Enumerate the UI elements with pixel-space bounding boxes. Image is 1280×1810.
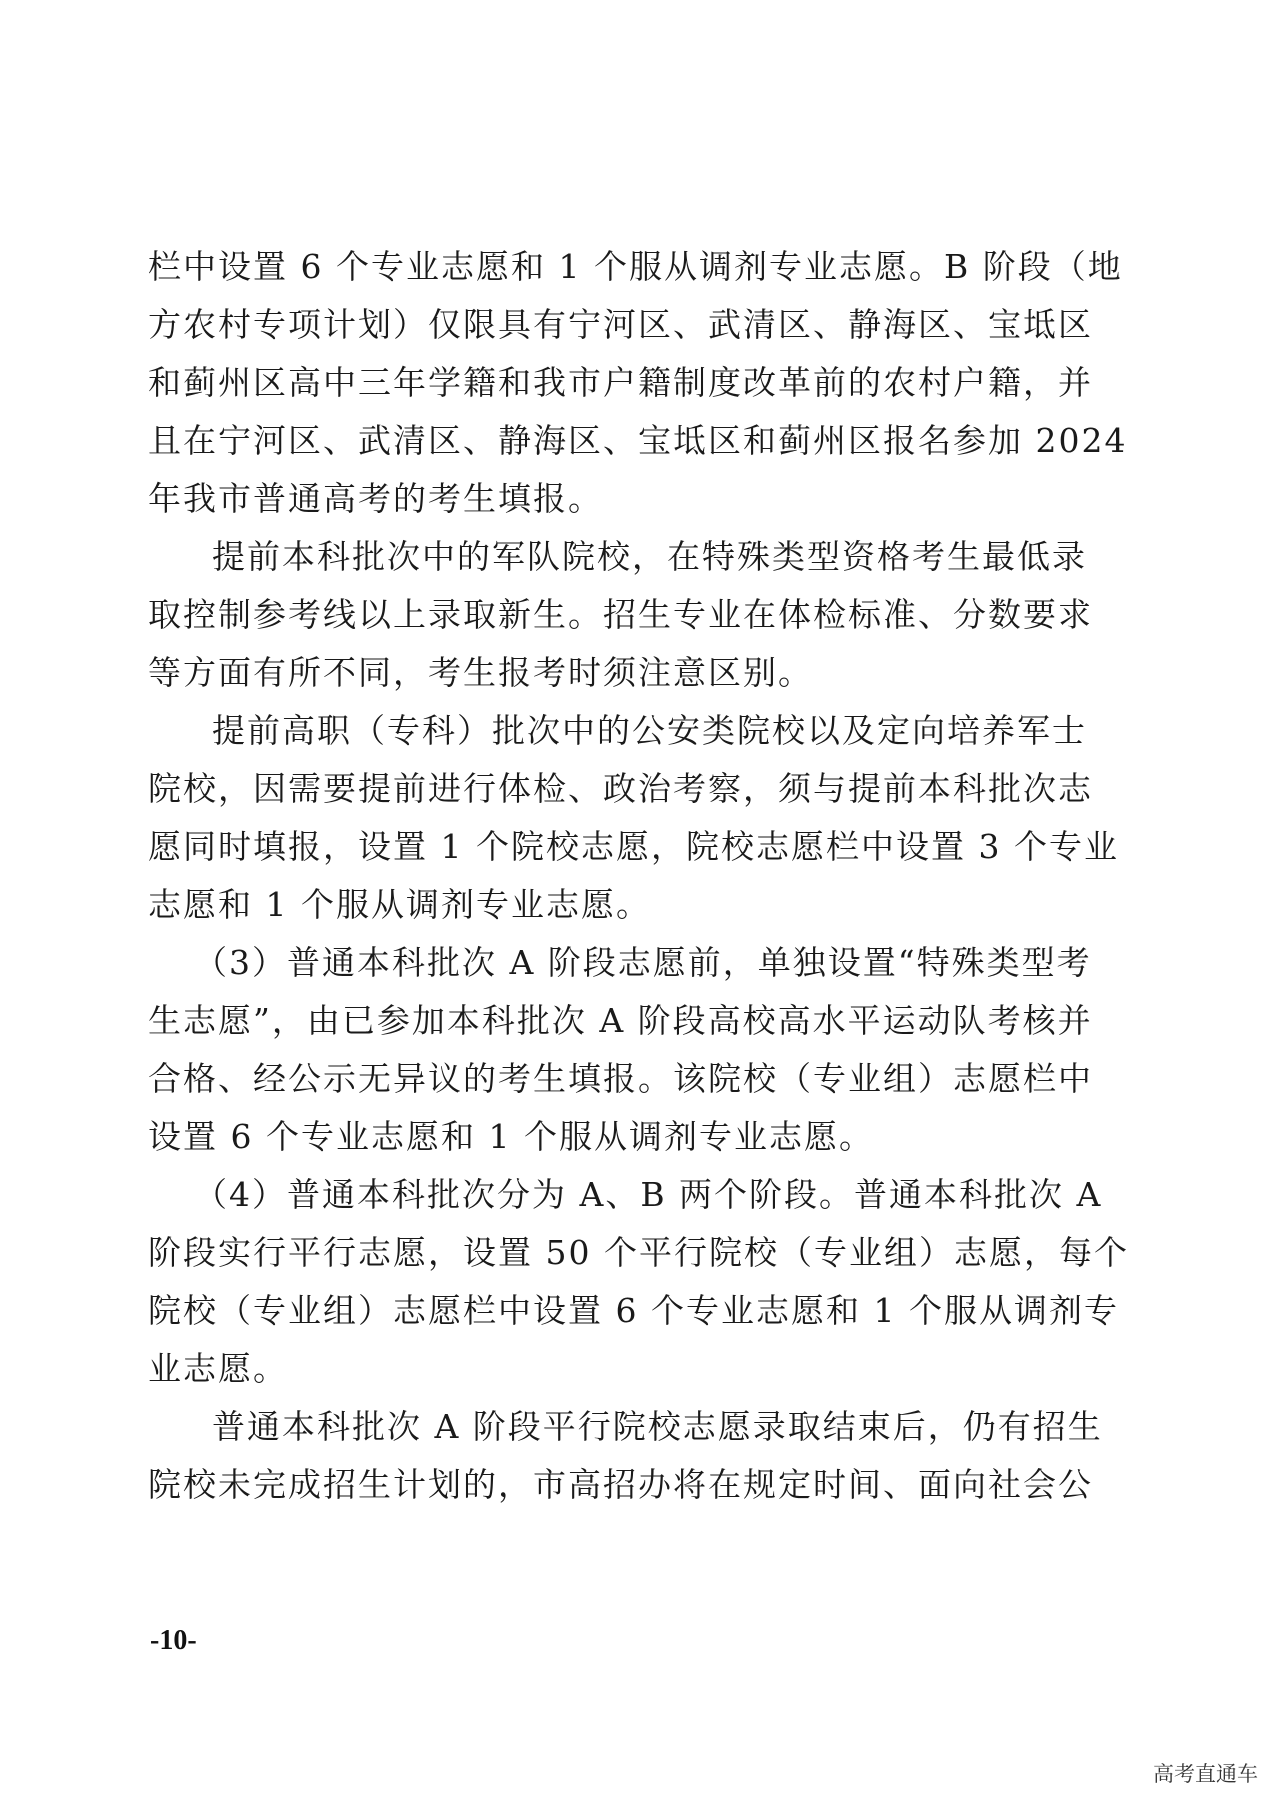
text-line: 志愿和 1 个服从调剂专业志愿。 <box>148 885 651 924</box>
paragraph-first-line: （3）普通本科批次 A 阶段志愿前，单独设置“特殊类型考 <box>194 943 1092 982</box>
text-line: 合格、经公示无异议的考生填报。该院校（专业组）志愿栏中 <box>148 1059 1093 1098</box>
text-line: 取控制参考线以上录取新生。招生专业在体检标准、分数要求 <box>148 595 1093 634</box>
text-line: 方农村专项计划）仅限具有宁河区、武清区、静海区、宝坻区 <box>148 305 1093 344</box>
paragraph-first-line: （4）普通本科批次分为 A、B 两个阶段。普通本科批次 A <box>194 1175 1103 1214</box>
paragraph-first-line: 提前高职（专科）批次中的公安类院校以及定向培养军士 <box>212 711 1087 750</box>
text-line: 生志愿”，由已参加本科批次 A 阶段高校高水平运动队考核并 <box>148 1001 1093 1040</box>
text-line: 阶段实行平行志愿，设置 50 个平行院校（专业组）志愿，每个 <box>148 1233 1129 1272</box>
text-line: 设置 6 个专业志愿和 1 个服从调剂专业志愿。 <box>148 1117 874 1156</box>
text-line: 且在宁河区、武清区、静海区、宝坻区和蓟州区报名参加 2024 <box>148 421 1128 460</box>
text-line: 业志愿。 <box>148 1349 288 1388</box>
text-line: 栏中设置 6 个专业志愿和 1 个服从调剂专业志愿。B 阶段（地 <box>148 247 1123 286</box>
text-line: 院校，因需要提前进行体检、政治考察，须与提前本科批次志 <box>148 769 1093 808</box>
text-line: 院校未完成招生计划的，市高招办将在规定时间、面向社会公 <box>148 1465 1093 1504</box>
text-line: 等方面有所不同，考生报考时须注意区别。 <box>148 653 813 692</box>
page-number: -10- <box>150 1625 197 1656</box>
text-line: 院校（专业组）志愿栏中设置 6 个专业志愿和 1 个服从调剂专 <box>148 1291 1119 1330</box>
paragraph-first-line: 提前本科批次中的军队院校，在特殊类型资格考生最低录 <box>212 537 1087 576</box>
watermark: 高考直通车 <box>1153 1762 1258 1786</box>
paragraph-first-line: 普通本科批次 A 阶段平行院校志愿录取结束后，仍有招生 <box>212 1407 1103 1446</box>
text-line: 和蓟州区高中三年学籍和我市户籍制度改革前的农村户籍，并 <box>148 363 1093 402</box>
text-line: 年我市普通高考的考生填报。 <box>148 479 603 518</box>
text-line: 愿同时填报，设置 1 个院校志愿，院校志愿栏中设置 3 个专业 <box>148 827 1119 866</box>
